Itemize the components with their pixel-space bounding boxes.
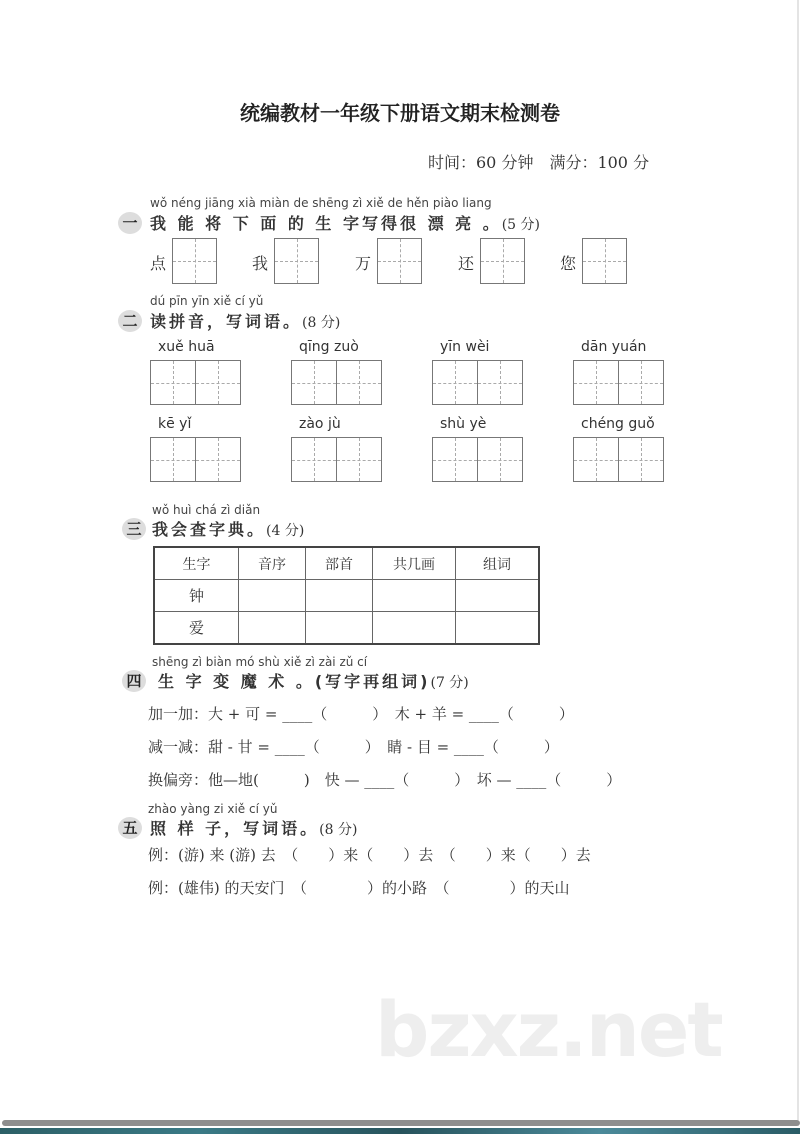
s5-points: (8 分) (319, 822, 358, 838)
s2-number-badge: 二 (118, 310, 142, 332)
table-row (154, 580, 539, 612)
writing-grid-box[interactable] (480, 238, 525, 284)
s1-number-badge: 一 (118, 212, 142, 234)
table-header: 部首 (306, 547, 373, 580)
s5-heading (150, 816, 357, 839)
s3-points: (4 分) (266, 523, 305, 539)
table-row (154, 612, 539, 645)
table-header: 音序 (239, 547, 306, 580)
writing-grid-box[interactable] (291, 360, 337, 405)
s3-number-badge: 三 (122, 518, 146, 540)
writing-grid-box[interactable] (573, 437, 619, 482)
s1-points: (5 分) (501, 217, 540, 233)
s3-heading-text: 我会查字典。 (152, 520, 267, 539)
s5-example-line-2: 例：(雄伟) 的天安门 （ ）的小路 （ ）的天山 (148, 879, 570, 897)
s1-pinyin: wǒ néng jiāng xià miàn de shēng zì xiě de hěn piào liang (150, 196, 492, 210)
watermark: bzxz.net (375, 985, 722, 1074)
s4-line-add: 加一加：大 + 可 = ____（ ） 木 + 羊 = ____（ ） (148, 705, 574, 723)
table-cell-char: 钟 (154, 580, 239, 612)
writing-grid-box[interactable] (432, 437, 478, 482)
writing-grid-box[interactable] (195, 360, 241, 405)
desktop-background-strip (0, 1128, 800, 1134)
s4-heading-text: 生 字 变 魔 术 。(写字再组词) (158, 672, 431, 691)
pinyin-word: chéng guǒ (581, 416, 655, 432)
writing-grid-box[interactable] (477, 437, 523, 482)
pinyin-word: dān yuán (581, 339, 647, 355)
writing-grid-box[interactable] (291, 437, 337, 482)
s3-pinyin: wǒ huì chá zì diǎn (152, 503, 261, 517)
s1-character: 点 (150, 254, 167, 273)
s1-character: 您 (560, 254, 577, 273)
pinyin-word: yīn wèi (440, 339, 490, 355)
writing-grid-box[interactable] (377, 238, 422, 284)
answer-cell[interactable] (373, 580, 456, 612)
table-header-row (154, 547, 539, 580)
s2-heading-text: 读拼音，写词语。 (150, 312, 303, 331)
s3-heading (152, 517, 304, 540)
pinyin-word: zào jù (299, 416, 341, 432)
s5-pinyin: zhào yàng zi xiě cí yǔ (148, 802, 278, 816)
answer-cell[interactable] (239, 580, 306, 612)
s5-number-badge: 五 (118, 817, 142, 839)
s1-heading (150, 211, 540, 234)
pinyin-word: xuě huā (158, 339, 215, 355)
writing-grid-box[interactable] (477, 360, 523, 405)
writing-grid-box[interactable] (582, 238, 627, 284)
answer-cell[interactable] (306, 612, 373, 645)
pinyin-word: kē yǐ (158, 416, 192, 432)
writing-grid-box[interactable] (172, 238, 217, 284)
writing-grid-box[interactable] (432, 360, 478, 405)
s5-example-line-1: 例：(游) 来 (游) 去 （ ）来（ ）去 （ ）来（ ）去 (148, 846, 591, 864)
writing-grid-box[interactable] (150, 437, 196, 482)
writing-grid-box[interactable] (336, 360, 382, 405)
table-header: 组词 (456, 547, 540, 580)
s1-heading-text: 我 能 将 下 面 的 生 字写得很 漂 亮 。 (150, 214, 502, 233)
writing-grid-box[interactable] (618, 437, 664, 482)
pinyin-word: shù yè (440, 416, 487, 432)
exam-time-score: 时间：60 分钟 满分：100 分 (428, 153, 650, 172)
s4-line-radical: 换偏旁：他—地( ) 快 — ____（ ） 坏 — ____（ ） (148, 771, 622, 789)
dictionary-table (153, 546, 540, 645)
s4-number-badge: 四 (122, 670, 146, 692)
s2-heading (150, 309, 340, 332)
s1-character: 还 (458, 254, 475, 273)
answer-cell[interactable] (373, 612, 456, 645)
table-cell-char: 爱 (154, 612, 239, 645)
s1-character: 我 (252, 254, 269, 273)
s4-pinyin: shēng zì biàn mó shù xiě zì zài zǔ cí (152, 655, 368, 669)
s4-heading (158, 669, 469, 692)
s4-points: (7 分) (430, 675, 469, 691)
table-header: 生字 (154, 547, 239, 580)
writing-grid-box[interactable] (618, 360, 664, 405)
horizontal-scrollbar[interactable] (2, 1120, 800, 1126)
s2-points: (8 分) (302, 315, 341, 331)
table-header: 共几画 (373, 547, 456, 580)
exam-title: 统编教材一年级下册语文期末检测卷 (240, 101, 560, 125)
writing-grid-box[interactable] (573, 360, 619, 405)
writing-grid-box[interactable] (150, 360, 196, 405)
answer-cell[interactable] (306, 580, 373, 612)
answer-cell[interactable] (456, 580, 540, 612)
answer-cell[interactable] (456, 612, 540, 645)
s1-character: 万 (355, 254, 372, 273)
page-edge (797, 0, 799, 1120)
s2-pinyin: dú pīn yīn xiě cí yǔ (150, 294, 264, 308)
writing-grid-box[interactable] (195, 437, 241, 482)
s4-line-subtract: 减一减：甜 - 甘 = ____（ ） 睛 - 目 = ____（ ） (148, 738, 559, 756)
writing-grid-box[interactable] (336, 437, 382, 482)
answer-cell[interactable] (239, 612, 306, 645)
pinyin-word: qīng zuò (299, 339, 359, 355)
writing-grid-box[interactable] (274, 238, 319, 284)
s5-heading-text: 照 样 子，写词语。 (150, 819, 320, 838)
